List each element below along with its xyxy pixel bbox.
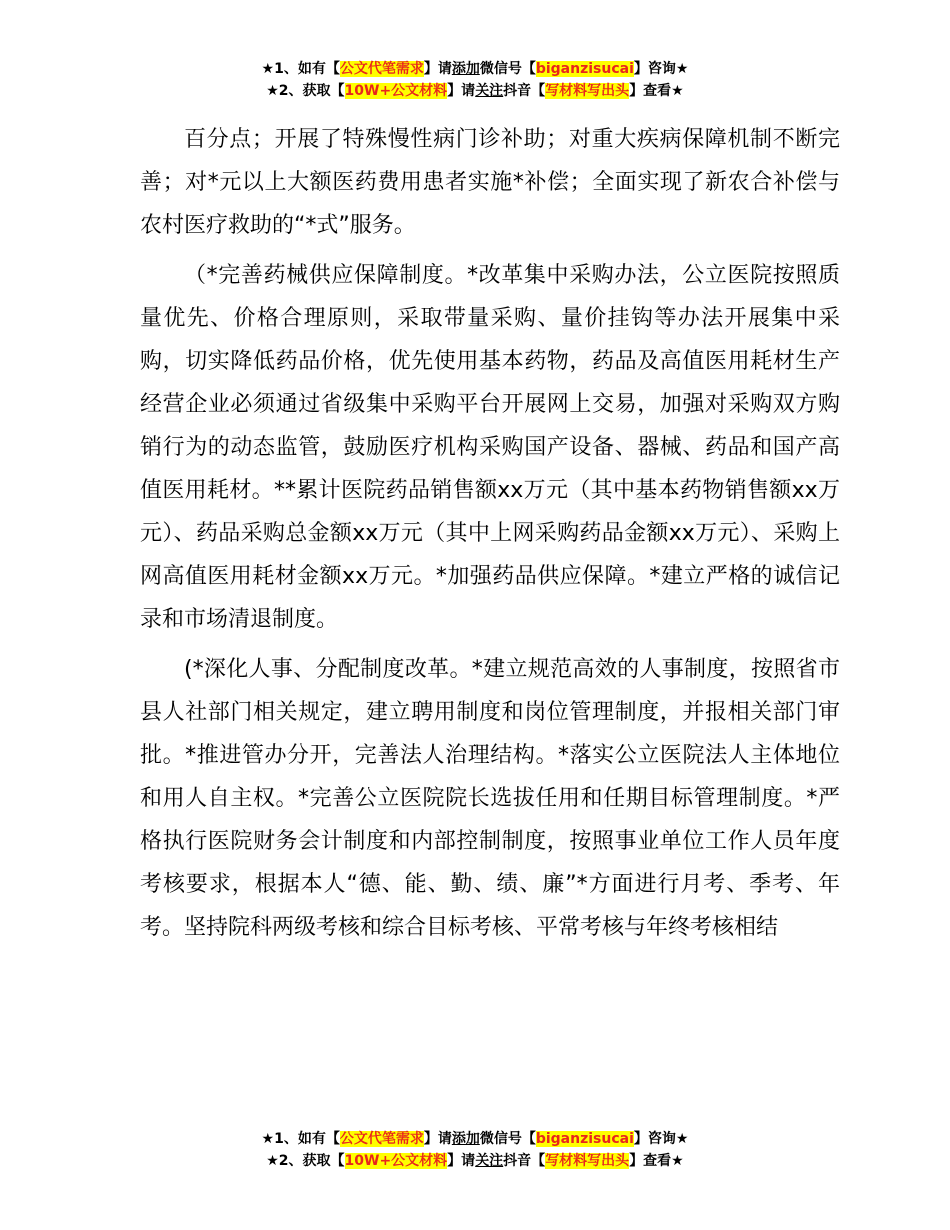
footer-line-2 [0, 1150, 950, 1172]
banner-line-1-prefix: ★1、如有【 [261, 61, 340, 77]
banner-line-2-mid: 】请 [447, 83, 476, 99]
banner-line-2 [0, 80, 950, 102]
banner-line-2-prefix: ★2、获取【 [266, 83, 345, 99]
paragraph-personnel-reform: (*深化人事、分配制度改革。*建立规范高效的人事制度，按照省市县人社部门相关规定，建立聘用制度和岗位管理制度，并报相关部门审批。*推进管办分开，完善法人治理结构。*落实公立医院法人主体地位和用人自主权。*完善公立医院院长选拔任用和任期目标管理制度。*严格执行医院财务会计制度和内部控制制度，按照事业单位工作人员年度考核要求，根据本人“德、能、勤、绩、廉”*方面进行月考、季考、年考。坚持院科两级考核和综合目标考核、平常考核与年终考核相结 [140, 657, 840, 940]
banner-line-1-highlight-service: 公文代笔需求 [339, 61, 424, 77]
footer-line-2-highlight-douyin: 写材料写出头 [545, 1153, 630, 1169]
footer-line-1-highlight-service: 公文代笔需求 [339, 1131, 424, 1147]
footer-line-1-mid: 】请 [423, 1131, 452, 1147]
banner-line-1-suffix: 】咨询★ [633, 61, 689, 77]
footer-line-1-prefix: ★1、如有【 [261, 1131, 340, 1147]
banner-line-1-highlight-wechat: biganzisucai [535, 61, 634, 77]
banner-line-2-mid2: 抖音【 [503, 83, 546, 99]
document-body [140, 118, 840, 949]
banner-line-2-underlined: 关注 [475, 83, 504, 99]
banner-line-1-mid: 】请 [423, 61, 452, 77]
footer-line-2-mid2: 抖音【 [503, 1153, 546, 1169]
footer-line-1-highlight-wechat: biganzisucai [535, 1131, 634, 1147]
footer-line-1-underlined: 添加 [451, 1131, 480, 1147]
banner-line-1 [0, 58, 950, 80]
header-banner [0, 58, 950, 102]
paragraph-medical-insurance-summary: 百分点；开展了特殊慢性病门诊补助；对重大疾病保障机制不断完善；对*元以上大额医药费用患者实施*补偿；全面实现了新农合补偿与农村医疗救助的“*式”服务。 [140, 127, 840, 238]
footer-line-2-highlight-materials: 10W+公文材料 [344, 1153, 448, 1169]
banner-line-2-highlight-materials: 10W+公文材料 [344, 83, 448, 99]
footer-line-1 [0, 1128, 950, 1150]
footer-line-1-mid2: 微信号【 [479, 1131, 536, 1147]
footer-line-2-suffix: 】查看★ [629, 1153, 684, 1169]
footer-banner [0, 1128, 950, 1172]
banner-line-1-mid2: 微信号【 [479, 61, 536, 77]
footer-line-2-mid: 】请 [447, 1153, 476, 1169]
paragraph-drug-supply-reform: （*完善药械供应保障制度。*改革集中采购办法，公立医院按照质量优先、价格合理原则，采取带量采购、量价挂钩等办法开展集中采购，切实降低药品价格，优先使用基本药物，药品及高值医用耗材生产经营企业必须通过省级集中采购平台开展网上交易，加强对采购双方购销行为的动态监管，鼓励医疗机构采购国产设备、器械、药品和国产高值医用耗材。**累计医院药品销售额xx万元（其中基本药物销售额xx万元）、药品采购总金额xx万元（其中上网采购药品金额xx万元）、采购上网高值医用耗材金额xx万元。*加强药品供应保障。*建立严格的诚信记录和市场清退制度。 [140, 263, 840, 632]
banner-line-2-highlight-douyin: 写材料写出头 [545, 83, 630, 99]
footer-line-1-suffix: 】咨询★ [633, 1131, 689, 1147]
banner-line-1-underlined: 添加 [451, 61, 480, 77]
footer-line-2-prefix: ★2、获取【 [266, 1153, 345, 1169]
footer-line-2-underlined: 关注 [475, 1153, 504, 1169]
banner-line-2-suffix: 】查看★ [629, 83, 684, 99]
